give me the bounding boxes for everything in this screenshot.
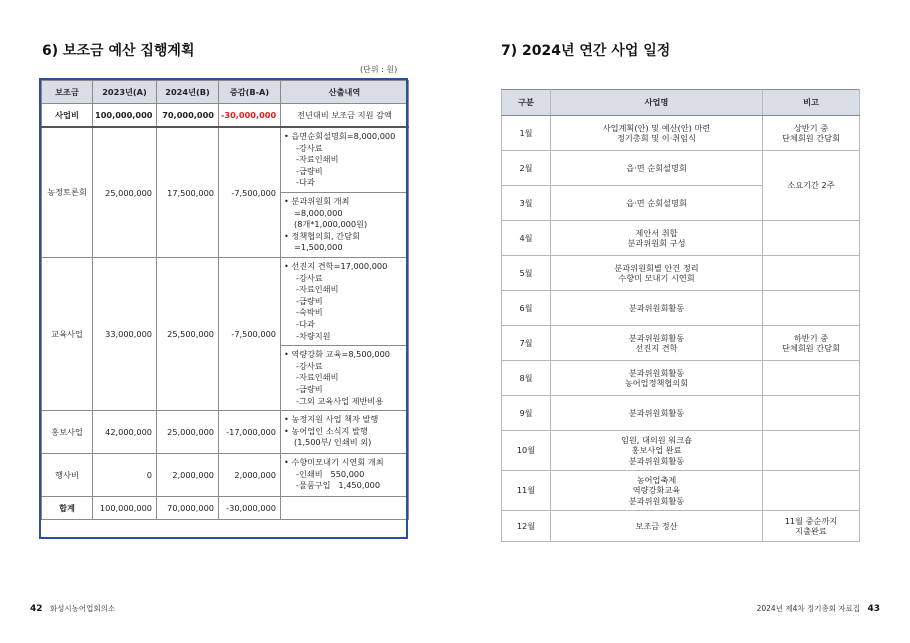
schedule-row: 4월 제안서 취합 분과위원회 구성 xyxy=(502,221,860,256)
row-detail: • 농정지원 사업 책자 발행 • 농어업인 소식지 발행 (1,500부/ 인쇄비 외) xyxy=(281,411,409,454)
page-number-right: 43 xyxy=(867,604,880,614)
row-2023: 42,000,000 xyxy=(93,411,157,454)
row-2023: 0 xyxy=(93,454,157,497)
col-header-diff: 증감(B-A) xyxy=(219,81,281,104)
col-header-month: 구분 xyxy=(502,90,551,116)
unit-label: (단위 : 원) xyxy=(360,65,398,74)
schedule-section-heading: 7) 2024년 연간 사업 일정 xyxy=(501,43,671,59)
col-header-subsidy: 보조금 xyxy=(42,81,93,104)
footer-right xyxy=(757,603,880,614)
row-diff: -7,500,000 xyxy=(219,258,281,411)
row-name: 행사비 xyxy=(42,454,93,497)
row-name: 합계 xyxy=(42,497,93,520)
row-name: 교육사업 xyxy=(42,258,93,411)
row-2023: 33,000,000 xyxy=(93,258,157,411)
budget-table xyxy=(41,80,409,520)
row-detail: • 수향미모내기 시연회 개최 -인쇄비 550,000 -물품구입 1,450,000 xyxy=(281,454,409,497)
row-name: 홍보사업 xyxy=(42,411,93,454)
footer-left-text: 화성시농어업회의소 xyxy=(49,604,116,613)
schedule-row: 12월 보조금 정산 11월 중순까지 지출완료 xyxy=(502,511,860,542)
row-2024: 2,000,000 xyxy=(157,454,219,497)
row-2024: 70,000,000 xyxy=(157,104,219,128)
schedule-table xyxy=(501,89,860,542)
schedule-row: 7월 분과위원회활동 선진지 견학 하반기 중 단체회원 간담회 xyxy=(502,326,860,361)
budget-row-promotion xyxy=(42,411,409,454)
row-2024: 25,500,000 xyxy=(157,258,219,411)
row-detail xyxy=(281,497,409,520)
row-diff: -30,000,000 xyxy=(219,497,281,520)
row-diff: 2,000,000 xyxy=(219,454,281,497)
schedule-row: 2월 읍·면 순회설명회 소요기간 2주 xyxy=(502,151,860,186)
budget-row-education xyxy=(42,258,409,346)
budget-section-heading: 6) 보조금 예산 집행계획 xyxy=(42,43,195,59)
row-detail: • 역량강화 교육=8,500,000 -강사료 -자료인쇄비 -급량비 -그외 교육사업 제반비용 xyxy=(281,346,409,411)
row-diff: -17,000,000 xyxy=(219,411,281,454)
col-header-note: 비고 xyxy=(763,90,860,116)
row-diff: -30,000,000 xyxy=(219,104,281,128)
schedule-row: 1월 사업계획(안) 및 예산(안) 마련 정기총회 및 이·취임식 상반기 중 단체회원 간담회 xyxy=(502,116,860,151)
budget-row-forum xyxy=(42,127,409,193)
row-detail: • 읍면순회설명회=8,000,000 -강사료 -자료인쇄비 -급량비 -다과 xyxy=(281,127,409,193)
budget-row-event xyxy=(42,454,409,497)
budget-row-total xyxy=(42,497,409,520)
row-2024: 70,000,000 xyxy=(157,497,219,520)
row-2023: 100,000,000 xyxy=(93,104,157,128)
row-2024: 17,500,000 xyxy=(157,127,219,258)
budget-header-row xyxy=(42,81,409,104)
row-detail: • 선진지 견학=17,000,000 -강사료 -자료인쇄비 -급량비 -숙박비 -다과 -차량지원 xyxy=(281,258,409,346)
row-2023: 25,000,000 xyxy=(93,127,157,258)
footer-right-text: 2024년 제4차 정기총회 자료집 xyxy=(756,604,861,613)
schedule-row: 8월 분과위원회활동 농어업정책협의회 xyxy=(502,361,860,396)
footer-left xyxy=(30,603,115,614)
row-detail: 전년대비 보조금 지원 감액 xyxy=(281,104,409,128)
col-header-detail: 산출내역 xyxy=(281,81,409,104)
schedule-row: 5월 분과위원회별 안건 정리 수향미 모내기 시연회 xyxy=(502,256,860,291)
row-2024: 25,000,000 xyxy=(157,411,219,454)
row-diff: -7,500,000 xyxy=(219,127,281,258)
col-header-2024: 2024년(B) xyxy=(157,81,219,104)
page-number-left: 42 xyxy=(30,604,43,614)
row-detail: • 분과위원회 개최 =8,000,000 (8개*1,000,000원) • 정책협의회, 간담회 =1,500,000 xyxy=(281,193,409,258)
budget-row-base xyxy=(42,104,409,128)
schedule-row: 3월 읍·면 순회설명회 xyxy=(502,186,860,221)
row-2023: 100,000,000 xyxy=(93,497,157,520)
schedule-row: 6월 분과위원회활동 xyxy=(502,291,860,326)
col-header-2023: 2023년(A) xyxy=(93,81,157,104)
col-header-task: 사업명 xyxy=(551,90,763,116)
schedule-row: 11월 농어업축제 역량강화교육 분과위원회활동 xyxy=(502,471,860,511)
row-name: 농정토론회 xyxy=(42,127,93,258)
schedule-row: 9월 분과위원회활동 xyxy=(502,396,860,431)
schedule-row: 10월 임원, 대의원 워크숍 홍보사업 완료 분과위원회활동 xyxy=(502,431,860,471)
row-name: 사업비 xyxy=(42,104,93,128)
schedule-header-row xyxy=(502,90,860,116)
